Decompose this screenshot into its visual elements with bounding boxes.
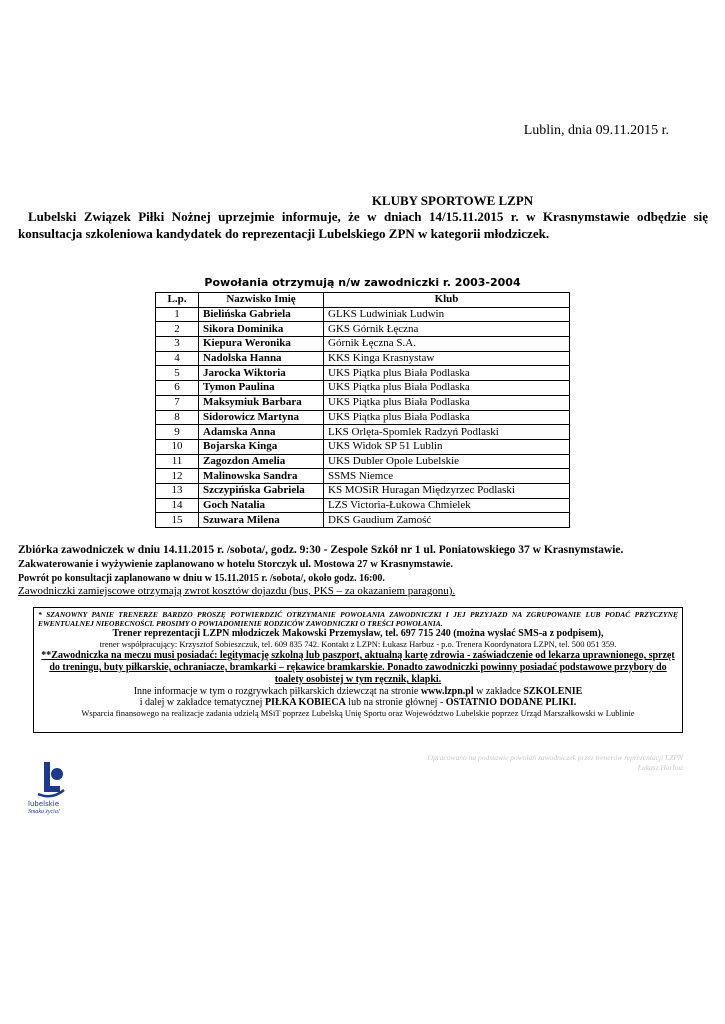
row-lp: 2 bbox=[156, 322, 199, 337]
letter-date: Lublin, dnia 09.11.2015 r. bbox=[523, 123, 669, 138]
row-club: LZS Victoria-Łukowa Chmielek bbox=[324, 498, 570, 513]
row-lp: 10 bbox=[156, 439, 199, 454]
info-text-3: i dalej w zakładce tematycznej bbox=[139, 697, 263, 708]
row-lp: 7 bbox=[156, 395, 199, 410]
tab-pilka-kobieca: PIŁKA KOBIECA bbox=[264, 697, 346, 708]
lodging-info: Zakwaterowanie i wyżywienie zaplanowano w hotelu Storczyk ul. Mostowa 27 w Krasnymstawie. bbox=[18, 559, 454, 570]
table-header-row bbox=[156, 293, 570, 308]
row-club: UKS Piątka plus Biała Podlaska bbox=[324, 381, 570, 396]
header-name: Nazwisko Imię bbox=[199, 293, 324, 308]
row-lp: 14 bbox=[156, 498, 199, 513]
coach-contact: Trener reprezentacji LZPN młodziczek Makowski Przemysław, tel. 697 715 240 (można wysłać SMS-a z podpisem), bbox=[112, 628, 604, 639]
table-row bbox=[156, 454, 570, 469]
row-name: Sikora Dominika bbox=[199, 322, 324, 337]
table-row bbox=[156, 351, 570, 366]
source-note-line2: Łukasz Harbuz bbox=[637, 763, 683, 772]
table-row bbox=[156, 425, 570, 440]
row-name: Bielińska Gabriela bbox=[199, 307, 324, 322]
row-club: UKS Piątka plus Biała Podlaska bbox=[324, 366, 570, 381]
header-lp: L.p. bbox=[156, 293, 199, 308]
row-name: Maksymiuk Barbara bbox=[199, 395, 324, 410]
row-name: Jarocka Wiktoria bbox=[199, 366, 324, 381]
logo-slogan: Smaku życia! bbox=[28, 809, 60, 815]
requirements-body: Zawodniczka na meczu musi posiadać: legitymację szkolną lub paszport, aktualną kartę zdrowia - zaświadczenie od lekarza uprawnionego, sprzęt do treningu, buty piłkarskie, ochraniacze, bramkarki – rękawice bramkarskie. Ponadto zawodniczki powinny posiadać podstawowe przybory do toalety osobistej w tym ręcznik, klapki. bbox=[49, 650, 675, 685]
row-name: Kiepura Weronika bbox=[199, 337, 324, 352]
header-club: Klub bbox=[324, 293, 570, 308]
return-info: Powrót po konsultacji zaplanowano w dniu w 15.11.2015 r. /sobota/, około godz. 16:00. bbox=[18, 573, 385, 584]
source-note-line1: Opracowano na podstawie powołań zawodniczek przez trenerów reprezentacji LZPN bbox=[427, 753, 683, 762]
intro-paragraph: Lubelski Związek Piłki Nożnej uprzejmie informuje, że w dniach 14/15.11.2015 r. w Krasnymstawie odbędzie się konsultacja szkoleniowa kandydatek do reprezentacji Lubelskiego ZPN w kategorii młodziczek. bbox=[18, 209, 708, 241]
row-name: Sidorowicz Martyna bbox=[199, 410, 324, 425]
requirements-text bbox=[38, 650, 678, 686]
row-club: UKS Piątka plus Biała Podlaska bbox=[324, 395, 570, 410]
lubelskie-logo-icon bbox=[30, 760, 70, 802]
recipient-heading: KLUBY SPORTOWE LZPN bbox=[371, 193, 534, 208]
row-club: KS MOSiR Huragan Międzyrzec Podlaski bbox=[324, 483, 570, 498]
more-info bbox=[38, 686, 678, 708]
table-row bbox=[156, 337, 570, 352]
row-lp: 11 bbox=[156, 454, 199, 469]
coach-notice: * SZANOWNY PANIE TRENERZE BARDZO PROSZĘ POTWIERDZIĆ OTRZYMANIE POWOŁANIA ZAWODNICZKI I JEJ PRZYJAZD NA ZGRUPOWANIE LUB PODAĆ PRZYCZYNĘ EWENTUALNEJ NIEOBECNOŚCI. PROSIMY O POWIADOMIENIE RODZICÓW ZAWODNICZKI O TREŚCI POWOŁANIA. bbox=[38, 610, 678, 628]
notice-box bbox=[33, 607, 683, 733]
table-row bbox=[156, 410, 570, 425]
tab-ostatnio-dodane: OSTATNIO DODANE PLIKI. bbox=[445, 697, 577, 708]
table-row bbox=[156, 513, 570, 528]
row-club: UKS Dubler Opole Lubelskie bbox=[324, 454, 570, 469]
logo-text: lubelskie bbox=[28, 800, 60, 808]
table-row bbox=[156, 307, 570, 322]
funding-note: Wsparcia finansowego na realizacje zadania udzielą MSiT poprzez Lubelską Unię Sportu oraz Województwo Lubelskie poprzez Urząd Marszałkowski w Lublinie bbox=[81, 708, 635, 718]
row-lp: 15 bbox=[156, 513, 199, 528]
row-club: KKS Kinga Krasnystaw bbox=[324, 351, 570, 366]
row-name: Szczypińska Gabriela bbox=[199, 483, 324, 498]
row-lp: 13 bbox=[156, 483, 199, 498]
partner-contact: trener współpracujący: Krzysztof Sobieszczuk, tel. 609 835 742. Kontakt z LZPN: Łukasz Harbuz - p.o. Trenera Koordynatora LZPN, tel. 500 051 359. bbox=[99, 639, 617, 649]
travel-info: Zawodniczki zamiejscowe otrzymają zwrot kosztów dojazdu (bus, PKS – za okazaniem paragonu). bbox=[18, 585, 456, 597]
table-row bbox=[156, 469, 570, 484]
row-name: Tymon Paulina bbox=[199, 381, 324, 396]
info-text-2: w zakładce bbox=[476, 686, 521, 697]
source-note bbox=[428, 753, 683, 773]
row-club: UKS Widok SP 51 Lublin bbox=[324, 439, 570, 454]
table-row bbox=[156, 366, 570, 381]
table-row bbox=[156, 395, 570, 410]
row-name: Goch Natalia bbox=[199, 498, 324, 513]
row-name: Nadolska Hanna bbox=[199, 351, 324, 366]
row-club: SSMS Niemce bbox=[324, 469, 570, 484]
row-name: Zagozdon Amelia bbox=[199, 454, 324, 469]
info-text-4: lub na stronie głównej - bbox=[348, 697, 444, 708]
row-club: LKS Orlęta-Spomlek Radzyń Podlaski bbox=[324, 425, 570, 440]
table-row bbox=[156, 439, 570, 454]
row-lp: 1 bbox=[156, 307, 199, 322]
table-row bbox=[156, 381, 570, 396]
row-club: Górnik Łęczna S.A. bbox=[324, 337, 570, 352]
players-table bbox=[155, 292, 570, 528]
row-club: DKS Gaudium Zamość bbox=[324, 513, 570, 528]
row-lp: 8 bbox=[156, 410, 199, 425]
website-link[interactable]: www.lzpn.pl bbox=[420, 686, 474, 697]
row-lp: 5 bbox=[156, 366, 199, 381]
row-lp: 3 bbox=[156, 337, 199, 352]
row-club: GLKS Ludwiniak Ludwin bbox=[324, 307, 570, 322]
row-lp: 6 bbox=[156, 381, 199, 396]
tab-szkolenie: SZKOLENIE bbox=[523, 686, 583, 697]
row-lp: 4 bbox=[156, 351, 199, 366]
row-name: Szuwara Milena bbox=[199, 513, 324, 528]
row-club: UKS Piątka plus Biała Podlaska bbox=[324, 410, 570, 425]
table-caption: Powołania otrzymują n/w zawodniczki r. 2003-2004 bbox=[204, 276, 521, 289]
requirements-marker: ** bbox=[41, 650, 52, 661]
row-name: Malinowska Sandra bbox=[199, 469, 324, 484]
gathering-info: Zbiórka zawodniczek w dniu 14.11.2015 r. /sobota/, godz. 9:30 - Zespole Szkół nr 1 ul. Poniatowskiego 37 w Krasnymstawie. bbox=[18, 544, 624, 556]
row-name: Adamska Anna bbox=[199, 425, 324, 440]
row-lp: 12 bbox=[156, 469, 199, 484]
table-row bbox=[156, 498, 570, 513]
row-name: Bojarska Kinga bbox=[199, 439, 324, 454]
info-text-1: Inne informacje w tym o rozgrywkach piłkarskich dziewcząt na stronie bbox=[133, 686, 419, 697]
table-row bbox=[156, 322, 570, 337]
row-lp: 9 bbox=[156, 425, 199, 440]
table-row bbox=[156, 483, 570, 498]
row-club: GKS Górnik Łęczna bbox=[324, 322, 570, 337]
